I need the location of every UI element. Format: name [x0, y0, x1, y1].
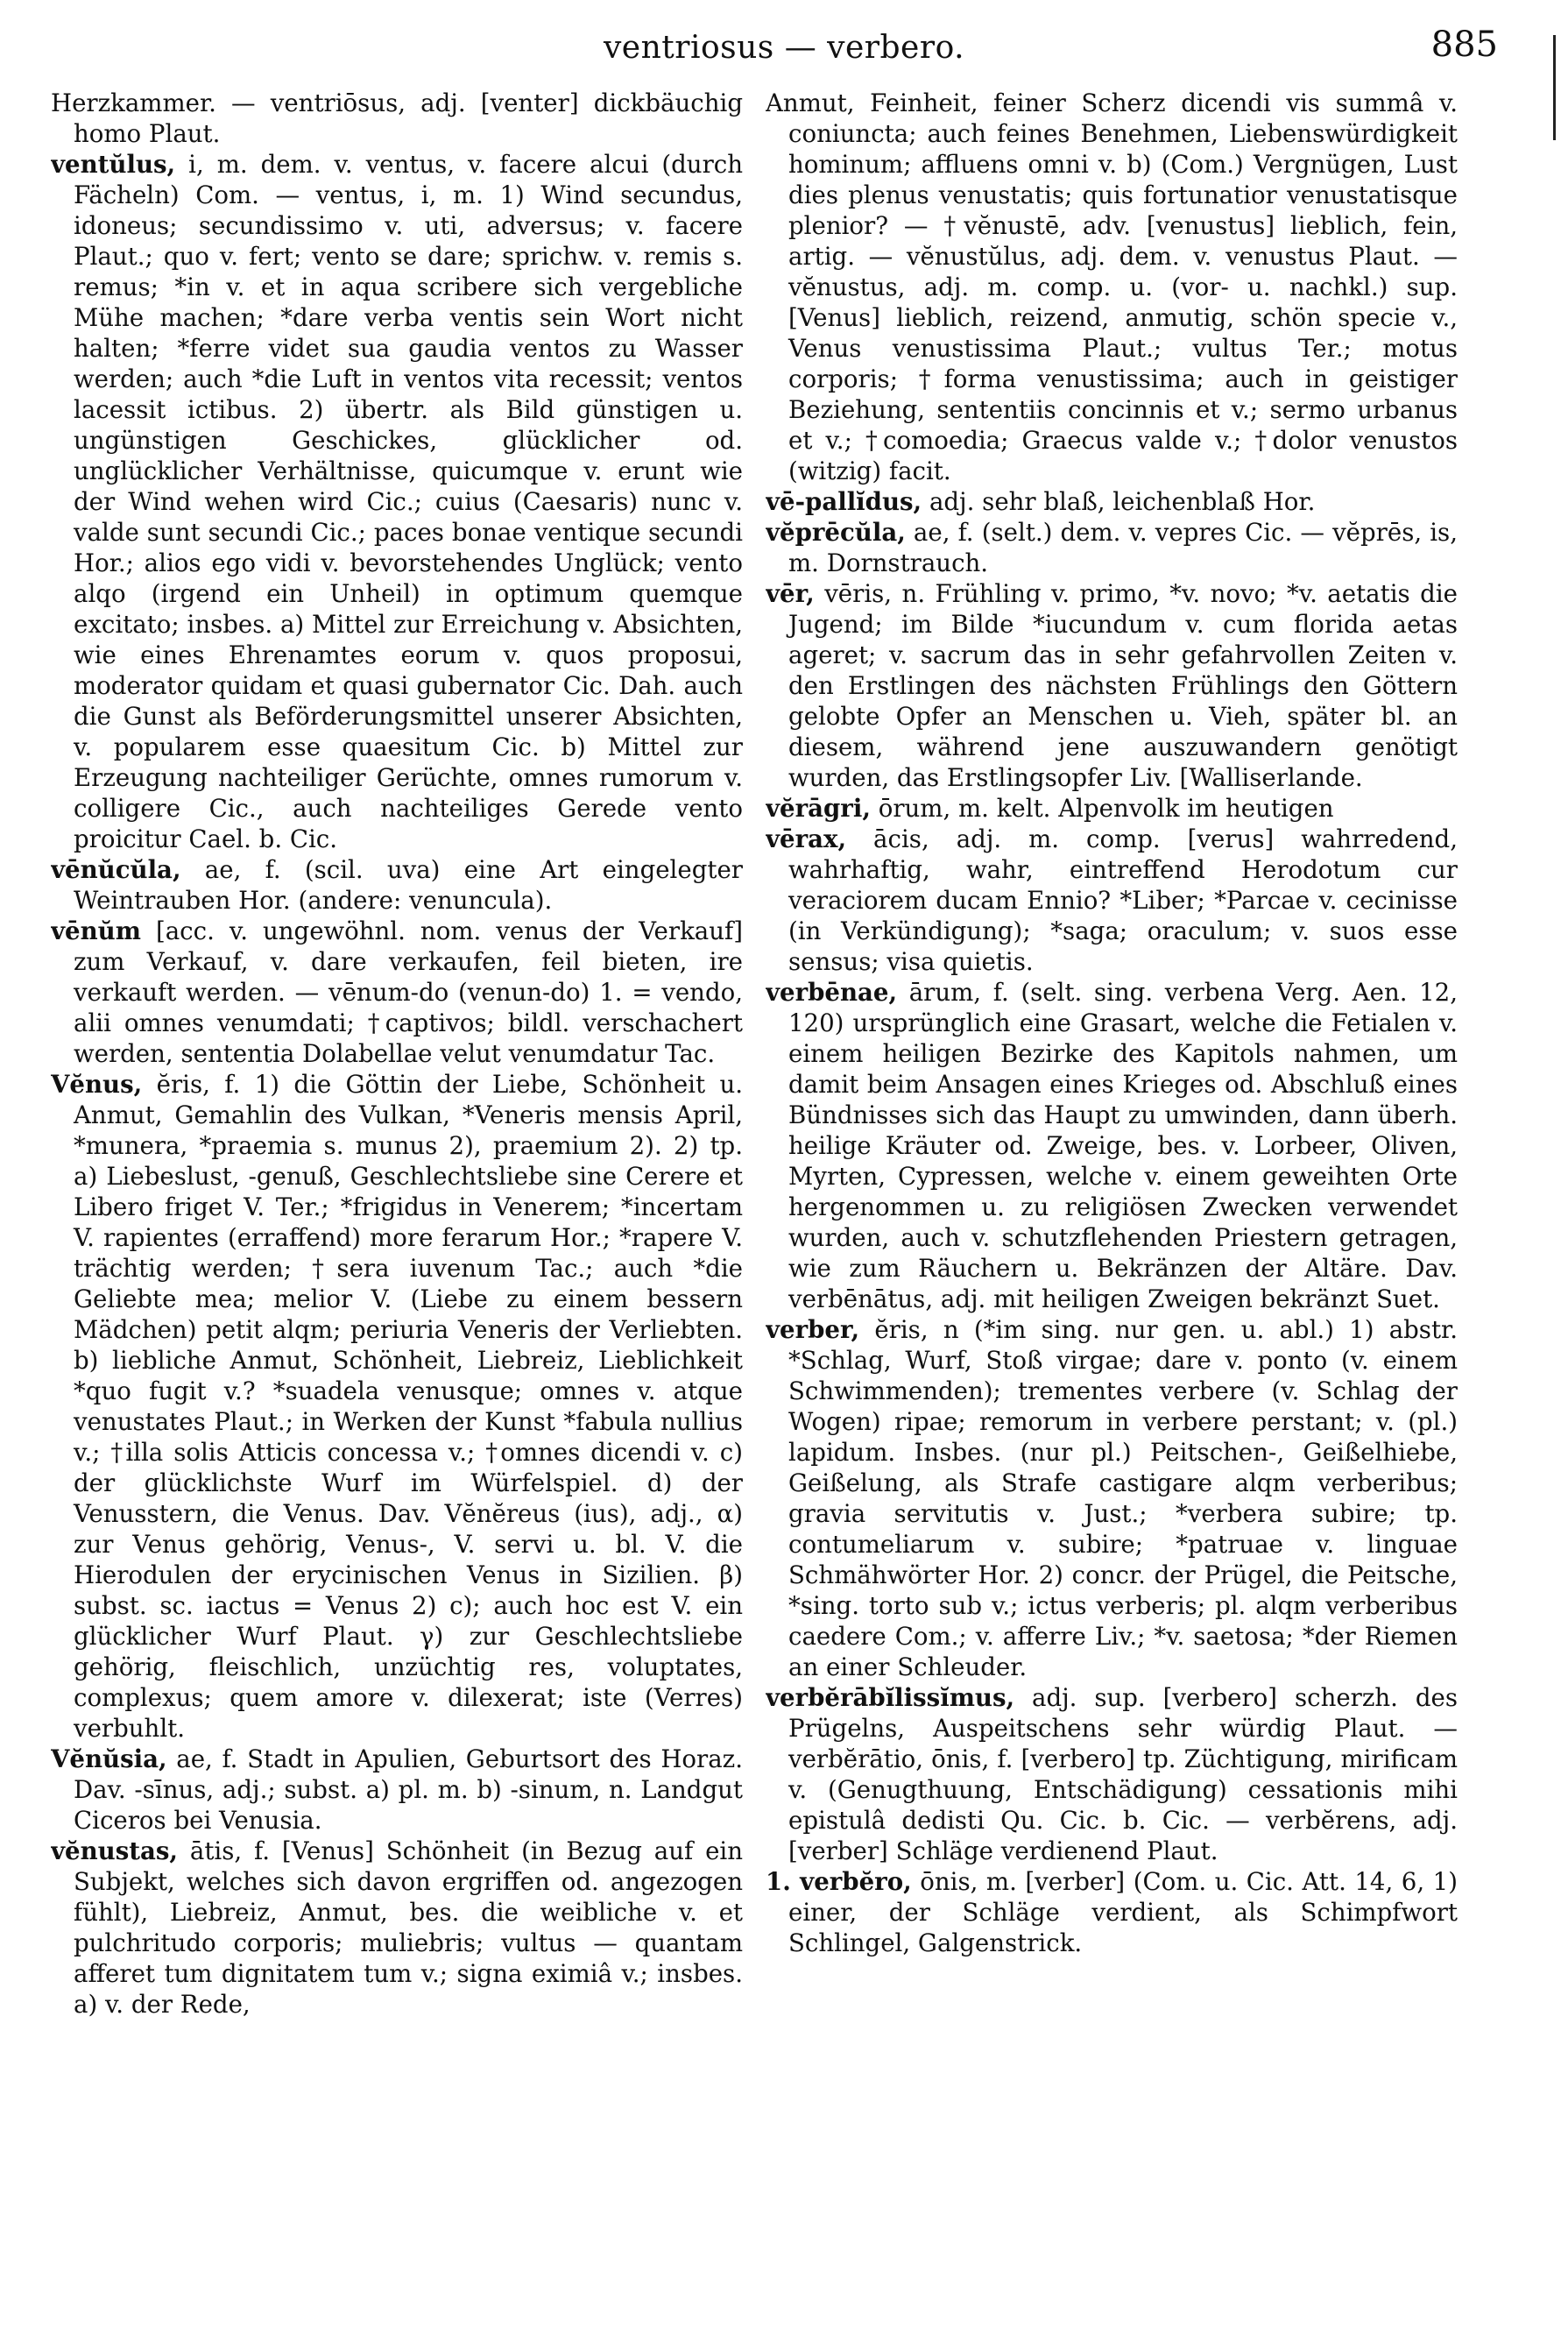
entry-text: ae, f. (selt.) dem. v. vepres Cic. — vĕprēs, is, m. Dornstrauch.: [788, 518, 1458, 577]
entry-text: ae, f. (scil. uva) eine Art eingelegter Weintrauben Hor. (andere: venuncula).: [74, 855, 743, 915]
entry-veragri: [766, 793, 1458, 824]
headword: Vĕnŭsia,: [51, 1744, 167, 1773]
entry-text: ōnis, m. [verber] (Com. u. Cic. Att. 14, 6, 1) einer, der Schläge verdient, als Schimpfwort Schlingel, Galgenstrick.: [788, 1867, 1458, 1957]
headword: vēr,: [766, 579, 815, 608]
running-head: [0, 25, 1568, 77]
headword: vērax,: [766, 824, 847, 853]
headword: vĕprēcŭla,: [766, 518, 906, 547]
entry-text: ācis, adj. m. comp. [verus] wahrredend, wahrhaftig, wahr, eintreffend Herodotum cur veraciorem ducam Ennio? *Liber; *Parcae v. cecinisse (in Verkündigung); *saga; oraculum; v. suos esse sensus; visa quietis.: [788, 824, 1458, 976]
headword: ventŭlus,: [51, 150, 176, 179]
entry-venum: [51, 916, 743, 1069]
entry-text: adj. sehr blaß, leichenblaß Hor.: [922, 487, 1316, 516]
page-title: ventriosus — verbero.: [603, 30, 965, 66]
entry-venustas: [51, 1836, 743, 2020]
entry-continuation: Herzkammer. — ventriōsus, adj. [venter] dickbäuchig homo Plaut.: [51, 88, 743, 148]
headword: vē-pallĭdus,: [766, 487, 922, 516]
entry-verbero: [766, 1866, 1458, 1958]
entry-vepallidus: [766, 486, 1458, 517]
entry-venusia: [51, 1744, 743, 1836]
entry-continuation: Anmut, Feinheit, feiner Scherz dicendi vis summâ v. coniuncta; auch feines Benehmen, Liebenswürdigkeit hominum; affluens omni v. b) (Com.) Vergnügen, Lust dies plenus venustatis; quis fortunatior venustatisque plenior? — †vĕnustē, adv. [venustus] lieblich, fein, artig. — vĕnustŭlus, adj. dem. v. venustus Plaut. — vĕnustus, adj. m. comp. u. (vor- u. nachkl.) sup. [Venus] lieblich, reizend, anmutig, schön specie v., Venus venustissima Plaut.; vultus Ter.; motus corporis; †forma venustissima; auch in geistiger Beziehung, sententiis concinnis et v.; sermo urbanus et v.; †comoedia; Graecus valde v.; †dolor venustos (witzig) facit.: [766, 88, 1458, 485]
headword: vēnŭcŭla,: [51, 855, 181, 884]
headword: vĕrāgri,: [766, 794, 871, 823]
entry-text: [acc. v. ungewöhnl. nom. venus der Verkauf] zum Verkauf, v. dare verkaufen, feil bieten, ire verkauft werden. — vēnum-do (venun-do) 1. = vendo, alii omnes venumdati; †captivos; bildl. verschachert werden, sententia Dolabellae velut venumdatur Tac.: [74, 916, 743, 1068]
headword: verbēnae,: [766, 978, 898, 1007]
entry-text: ĕris, f. 1) die Göttin der Liebe, Schönheit u. Anmut, Gemahlin des Vulkan, *Veneris mensis April, *munera, *praemia s. munus 2), praemium 2). 2) tp. a) Liebeslust, -genuß, Geschlechtsliebe sine Cerere et Libero friget V. Ter.; *frigidus in Venerem; *incertam V. rapientes (erraffend) more ferarum Hor.; *rapere V. trächtig werden; †sera iuvenum Tac.; auch *die Geliebte mea; melior V. (Liebe zu einem bessern Mädchen) petit alqm; periuria Veneris der Verliebten. b) liebliche Anmut, Schönheit, Liebreiz, Lieblichkeit *quo fugit v.? *suadela venusque; omnes v. atque venustates Plaut.; in Werken der Kunst *fabula nullius v.; †illa solis Atticis concessa v.; †omnes dicendi v. c) der glücklichste Wurf im Würfelspiel. d) der Venusstern, die Venus. Dav. Vĕnĕreus (ius), adj., α) zur Venus gehörig, Venus-, V. servi u. bl. V. die Hierodulen der erycinischen Venus in Sizilien. β) subst. sc. iactus = Venus 2) c); auch hoc est V. ein glücklicher Wurf Plaut. γ) zur Geschlechtsliebe gehörig, fleischlich, unzüchtig res, voluptates, complexus; quem amore v. dilexerat; iste (Verres) verbuhlt.: [74, 1070, 743, 1743]
headword: Vĕnus,: [51, 1070, 143, 1099]
entry-text: ae, f. Stadt in Apulien, Geburtsort des Horaz. Dav. -sīnus, adj.; subst. a) pl. m. b) -sinum, n. Landgut Ciceros bei Venusia.: [74, 1744, 743, 1835]
entry-verber: [766, 1314, 1458, 1682]
headword: 1. verbĕro,: [766, 1867, 912, 1896]
entry-veprecula: [766, 517, 1458, 578]
left-column: [51, 88, 743, 2331]
entry-ventulus: [51, 149, 743, 854]
page-number: 885: [1430, 25, 1498, 65]
entry-text: i, m. dem. v. ventus, v. facere alcui (durch Fächeln) Com. — ventus, i, m. 1) Wind secundus, idoneus; secundissimo v. uti, adversus; v. facere Plaut.; quo v. fert; vento se dare; sprichw. v. remis s. remus; *in v. et in aqua scribere sich vergebliche Mühe machen; *dare verba ventis sein Wort nicht halten; *ferre videt sua gaudia ventos zu Wasser werden; auch *die Luft in ventos vita recessit; ventos lacessit ictibus. 2) übertr. als Bild günstigen u. ungünstigen Geschickes, glücklicher od. unglücklicher Verhältnisse, quicumque v. erunt wie der Wind wehen wird Cic.; cuius (Caesaris) nunc v. valde sunt secundi Cic.; paces bonae ventique secundi Hor.; alios ego vidi v. bevorstehendes Unglück; vento alqo (irgend ein Unheil) in optimum quemque excitato; insbes. a) Mittel zur Erreichung v. Absichten, wie eines Ehrenamtes eorum v. quos proposui, moderator quidam et quasi gubernator Cic. Dah. auch die Gunst als Beförderungsmittel unserer Absichten, v. popularem esse quaesitum Cic. b) Mittel zur Erzeugung nachteiliger Gerüchte, omnes rumorum v. colligere Cic., auch nachteiliges Gerede vento proicitur Cael. b. Cic.: [74, 150, 743, 853]
text-columns: [0, 88, 1568, 2331]
right-column: [766, 88, 1458, 2331]
entry-text: ārum, f. (selt. sing. verbena Verg. Aen. 12, 120) ursprünglich eine Grasart, welche die Fetialen v. einem heiligen Bezirke des Kapitols nahmen, um damit beim Ansagen eines Krieges od. Abschluß eines Bündnisses sich das Haupt zu umwinden, dann überh. heilige Kräuter od. Zweige, bes. v. Lorbeer, Oliven, Myrten, Cypressen, welche v. einem geweihten Orte hergenommen u. zu religiösen Zwecken verwendet wurden, auch v. schutzflehenden Priestern getragen, wie zum Räuchern u. Bekränzen der Altäre. Dav. verbēnātus, adj. mit heiligen Zweigen bekränzt Suet.: [788, 978, 1458, 1313]
entry-text: vēris, n. Frühling v. primo, *v. novo; *v. aetatis die Jugend; im Bilde *iucundum v. cum florida aetas ageret; v. sacrum das in sehr gefahrvollen Zeiten v. den Erstlingen des nächsten Frühlings den Göttern gelobte Opfer an Menschen u. Vieh, später bl. an diesem, während jene auszuwandern genötigt wurden, das Erstlingsopfer Liv. [Walliserlande.: [788, 579, 1458, 792]
entry-text: ĕris, n (*im sing. nur gen. u. abl.) 1) abstr. *Schlag, Wurf, Stoß virgae; dare v. ponto (v. einem Schwimmenden); trementes verbere (v. Schlag der Wogen) ripae; remorum in verbere perstant; v. (pl.) lapidum. Insbes. (nur pl.) Peitschen-, Geißelhiebe, Geißelung, als Strafe castigare alqm verberibus; gravia servitutis v. Just.; *verbera subire; tp. contumeliarum v. subire; *patruae v. linguae Schmähwörter Hor. 2) concr. der Prügel, die Peitsche, *sing. torto sub v.; ictus verberis; pl. alqm verberibus caedere Com.; v. afferre Liv.; *v. saetosa; *der Riemen an einer Schleuder.: [788, 1315, 1458, 1681]
headword: vēnŭm: [51, 916, 141, 945]
entry-text: ātis, f. [Venus] Schönheit (in Bezug auf ein Subjekt, welches sich davon ergriffen od. angezogen fühlt), Liebreiz, Anmut, bes. die weibliche v. et pulchritudo corporis; muliebris; vultus — quantam afferet tum dignitatem tum v.; signa eximiâ v.; insbes. a) v. der Rede,: [74, 1836, 743, 2019]
entry-text: adj. sup. [verbero] scherzh. des Prügelns, Auspeitschens sehr würdig Plaut. — verbĕrātio, ōnis, f. [verbero] tp. Züchtigung, mirificam v. (Genugthuung, Entschädigung) cessationis mihi epistulâ dedisti Qu. Cic. b. Cic. — verbĕrens, adj. [verber] Schläge verdienend Plaut.: [788, 1683, 1458, 1865]
entry-verberabilissimus: [766, 1682, 1458, 1866]
entry-venus: [51, 1069, 743, 1744]
entry-text: ōrum, m. kelt. Alpenvolk im heutigen: [870, 794, 1334, 823]
entry-venucula: [51, 854, 743, 916]
headword: verber,: [766, 1315, 860, 1344]
entry-verbenae: [766, 977, 1458, 1314]
headword: vĕnustas,: [51, 1836, 179, 1865]
headword: verbĕrābĭlissĭmus,: [766, 1683, 1015, 1712]
entry-verax: [766, 824, 1458, 977]
entry-ver: [766, 578, 1458, 793]
